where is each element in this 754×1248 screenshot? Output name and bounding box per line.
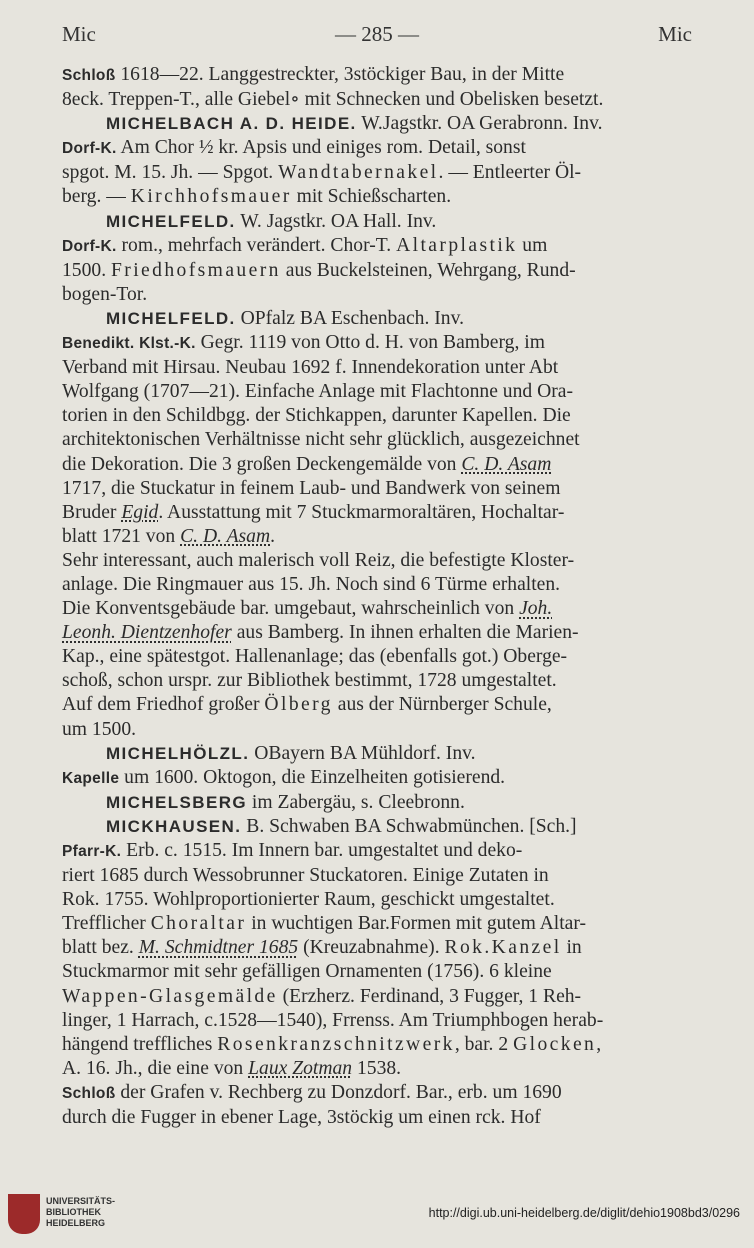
text-run: , xyxy=(596,1033,602,1055)
text-run: (Erzherz. Ferdinand, 3 Fugger, 1 Reh- xyxy=(277,985,582,1007)
spaced-text: Wandtabernakel xyxy=(278,162,439,184)
text-line xyxy=(62,477,694,501)
spaced-text: Kirchhofsmauer xyxy=(130,186,292,208)
text-run: . xyxy=(270,525,276,547)
text-line xyxy=(62,621,694,645)
text-run: riert 1685 durch Wessobrunner Stuckatoren. Einige Zutaten in xyxy=(62,865,549,887)
bold-label: Benedikt. Klst.-K. xyxy=(62,335,196,353)
entry-heading: MICHELFELD. xyxy=(106,211,236,231)
text-run: aus Buckelsteinen, Wehrgang, Rund- xyxy=(280,259,576,281)
text-line xyxy=(62,1081,694,1106)
text-run: torien in den Schildbgg. der Stichkappen, darunter Kapellen. Die xyxy=(62,405,571,427)
text-run: Wolfgang (1707—21). Einfache Anlage mit Flachtonne und Ora- xyxy=(62,381,573,403)
text-line xyxy=(62,453,694,477)
text-run: Gegr. 1119 von Otto d. H. von Bamberg, im xyxy=(195,332,545,354)
bold-label: Kapelle xyxy=(62,769,120,787)
text-line xyxy=(62,501,694,525)
italic-name: C. D. Asam xyxy=(461,453,552,475)
spaced-text: Wappen-Glasgemälde xyxy=(62,985,278,1007)
entry-heading: MICKHAUSEN. xyxy=(106,816,242,836)
library-logo[interactable] xyxy=(8,1192,148,1240)
text-line xyxy=(62,136,694,161)
text-run: 1538. xyxy=(352,1057,402,1079)
bold-label: Dorf-K. xyxy=(62,237,117,255)
text-line xyxy=(62,63,694,88)
text-line xyxy=(62,428,694,452)
text-run: OPfalz BA Eschenbach. Inv. xyxy=(235,307,465,329)
text-line xyxy=(62,525,694,549)
text-run: um 1600. Oktogon, die Einzelheiten gotisierend. xyxy=(119,766,506,788)
text-run: OBayern BA Mühldorf. Inv. xyxy=(249,742,476,764)
italic-name: Joh. xyxy=(519,598,553,620)
italic-name: M. Schmidtner 1685 xyxy=(138,937,299,959)
logo-line: HEIDELBERG xyxy=(46,1218,106,1228)
text-run: Kap., eine spätestgot. Hallenanlage; das (ebenfalls got.) Oberge- xyxy=(62,646,568,668)
text-run: in xyxy=(561,937,582,959)
text-line xyxy=(62,331,694,356)
spaced-text: Rok.Kanzel xyxy=(444,937,562,959)
text-run: 1500. xyxy=(62,259,111,281)
library-logo-text xyxy=(46,1196,115,1229)
text-run: Bruder xyxy=(62,501,122,523)
entry-heading-line xyxy=(106,210,694,234)
text-run: durch die Fugger in ebener Lage, 3stöckig um einen rck. Hof xyxy=(62,1107,541,1129)
header-right: Mic xyxy=(658,22,692,46)
text-line xyxy=(62,669,694,693)
italic-name: Laux Zotman xyxy=(248,1057,353,1079)
entry-heading-line xyxy=(106,112,694,136)
text-line xyxy=(62,185,694,209)
text-run: Erb. c. 1515. Im Innern bar. umgestaltet und deko- xyxy=(121,840,523,861)
text-line xyxy=(62,888,694,912)
entry-heading-line xyxy=(106,791,694,815)
text-run: . Ausstattung mit 7 Stuckmarmoraltären, Hochaltar- xyxy=(158,501,565,523)
text-run: um 1500. xyxy=(62,718,137,740)
text-run: . — Entleerter Öl- xyxy=(438,162,582,184)
text-run: A. 16. Jh., die eine von xyxy=(62,1057,249,1079)
spaced-text: Glocken xyxy=(513,1033,597,1055)
text-run: in wuchtigen Bar.Formen mit gutem Altar- xyxy=(246,913,587,935)
entry-heading-line xyxy=(106,815,694,839)
logo-line: UNIVERSITÄTS- xyxy=(46,1196,116,1206)
spaced-text: Rosenkranzschnitzwerk xyxy=(217,1033,455,1055)
heidelberg-shield-icon xyxy=(8,1194,40,1234)
page-text xyxy=(62,63,694,1130)
text-run: hängend treffliches xyxy=(62,1033,218,1055)
text-line xyxy=(62,936,694,960)
text-run: W. Jagstkr. OA Hall. Inv. xyxy=(235,210,437,232)
text-run: blatt 1721 von xyxy=(62,525,181,547)
text-run: die Dekoration. Die 3 großen Deckengemälde von xyxy=(62,453,462,475)
text-line xyxy=(62,573,694,597)
text-line xyxy=(62,234,694,259)
spaced-text: Altarplastik xyxy=(396,234,518,256)
text-line xyxy=(62,283,694,307)
entry-heading: MICHELSBERG xyxy=(106,792,248,812)
text-run: W.Jagstkr. OA Gerabronn. Inv. xyxy=(356,113,603,135)
text-run: Trefflicher xyxy=(62,913,151,935)
text-line xyxy=(62,645,694,669)
text-line xyxy=(62,1106,694,1130)
spaced-text: Ölberg xyxy=(264,694,333,716)
text-run: (Kreuzabnahme). xyxy=(298,937,445,959)
text-run: 1717, die Stuckatur in feinem Laub- und Bandwerk von seinem xyxy=(62,477,561,499)
text-run: aus Bamberg. In ihnen erhalten die Marien- xyxy=(231,622,579,644)
spaced-text: Friedhofsmauern xyxy=(110,259,281,281)
text-line xyxy=(62,839,694,864)
text-line xyxy=(62,259,694,283)
text-run: Rok. 1755. Wohlproportionierter Raum, geschickt umgestaltet. xyxy=(62,889,555,911)
text-run: mit Schießscharten. xyxy=(291,186,452,208)
text-line xyxy=(62,404,694,428)
text-run: anlage. Die Ringmauer aus 15. Jh. Noch sind 6 Türme erhalten. xyxy=(62,573,561,595)
bold-label: Dorf-K. xyxy=(62,140,117,158)
entry-heading-line xyxy=(106,742,694,766)
entry-heading: MICHELHÖLZL. xyxy=(106,743,250,763)
text-run: blatt bez. xyxy=(62,937,139,959)
source-url-link[interactable]: http://digi.ub.uni-heidelberg.de/diglit/dehio1908bd3/0296 xyxy=(428,1206,740,1220)
text-run: um xyxy=(517,234,548,256)
text-run: , bar. 2 xyxy=(454,1033,514,1055)
logo-line: BIBLIOTHEK xyxy=(46,1207,101,1217)
text-line xyxy=(62,549,694,573)
text-run: linger, 1 Harrach, c.1528—1540), Frrenss. Am Triumphbogen herab- xyxy=(62,1009,604,1031)
text-run: 1618—22. Langgestreckter, 3stöckiger Bau, in der Mitte xyxy=(115,64,565,85)
page-number: — 285 — xyxy=(335,22,419,46)
bold-label: Schloß xyxy=(62,1084,116,1102)
bold-label: Schloß xyxy=(62,67,116,84)
text-run: Die Konventsgebäude bar. umgebaut, wahrscheinlich von xyxy=(62,598,520,620)
text-run: bogen-Tor. xyxy=(62,283,148,305)
entry-heading: MICHELFELD. xyxy=(106,308,236,328)
text-line xyxy=(62,380,694,404)
text-run: Stuckmarmor mit sehr gefälligen Ornamenten (1756). 6 kleine xyxy=(62,961,552,983)
text-line xyxy=(62,597,694,621)
text-run: aus der Nürnberger Schule, xyxy=(332,694,552,716)
text-line xyxy=(62,1057,694,1081)
spaced-text: Choraltar xyxy=(150,913,247,935)
text-line xyxy=(62,985,694,1009)
text-run: spgot. M. 15. Jh. — Spgot. xyxy=(62,162,279,184)
italic-name: C. D. Asam xyxy=(180,525,271,547)
text-run: im Zabergäu, s. Cleebronn. xyxy=(247,791,465,813)
text-line xyxy=(62,161,694,185)
text-run: Sehr interessant, auch malerisch voll Reiz, die befestigte Kloster- xyxy=(62,549,575,571)
text-line xyxy=(62,88,694,112)
text-run: schoß, schon urspr. zur Bibliothek bestimmt, 1728 umgestaltet. xyxy=(62,670,557,692)
text-run: architektonischen Verhältnisse nicht sehr glücklich, ausgezeichnet xyxy=(62,429,580,451)
text-line xyxy=(62,960,694,984)
text-run: Verband mit Hirsau. Neubau 1692 f. Innendekoration unter Abt xyxy=(62,357,559,379)
text-run: 8eck. Treppen-T., alle Giebel∘ mit Schnecken und Obelisken besetzt. xyxy=(62,89,604,111)
text-run: berg. — xyxy=(62,186,131,208)
italic-name: Leonh. Dientzenhofer xyxy=(62,622,232,644)
text-line xyxy=(62,1009,694,1033)
text-line xyxy=(62,864,694,888)
text-line xyxy=(62,718,694,742)
text-run: Am Chor ½ kr. Apsis und einiges rom. Detail, sonst xyxy=(116,137,526,159)
entry-heading-line xyxy=(106,307,694,331)
bold-label: Pfarr-K. xyxy=(62,843,122,860)
text-line xyxy=(62,356,694,380)
entry-heading: MICHELBACH A. D. HEIDE. xyxy=(106,114,357,134)
text-run: B. Schwaben BA Schwabmünchen. [Sch.] xyxy=(241,815,577,837)
text-run: rom., mehrfach verändert. Chor-T. xyxy=(116,234,397,256)
text-run: der Grafen v. Rechberg zu Donzdorf. Bar., erb. um 1690 xyxy=(115,1081,562,1103)
text-line xyxy=(62,693,694,717)
italic-name: Egid xyxy=(121,501,159,523)
header-left: Mic xyxy=(62,22,96,46)
text-line xyxy=(62,766,694,791)
text-run: Auf dem Friedhof großer xyxy=(62,694,265,716)
text-line xyxy=(62,1033,694,1057)
text-line xyxy=(62,912,694,936)
running-header xyxy=(62,22,692,52)
